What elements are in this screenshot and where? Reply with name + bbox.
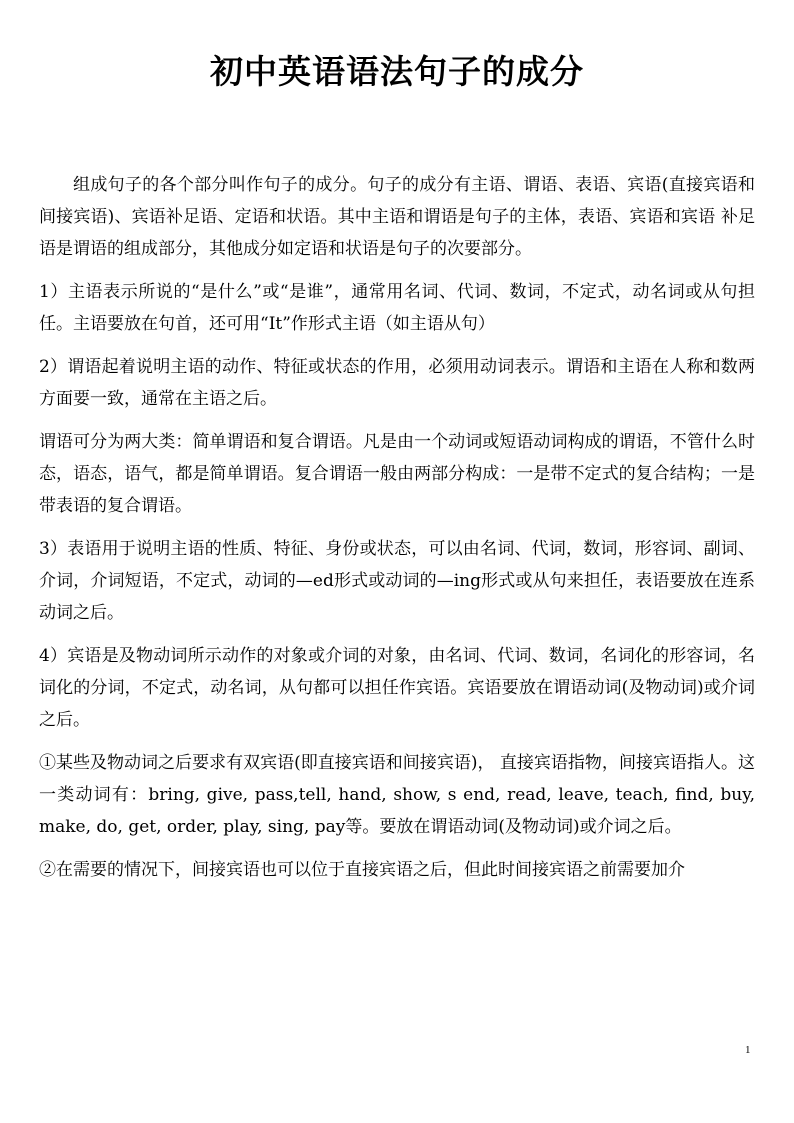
paragraph-subject: 1）主语表示所说的“是什么”或“是谁”，通常用名词、代词、数词，不定式，动名词或从句担任。主语要放在句首，还可用“It”作形式主语（如主语从句） (39, 282, 755, 334)
paragraph-object: 4）宾语是及物动词所示动作的对象或介词的对象，由名词、代词、数词，名词化的形容词，名词化的分词，不定式，动名词，从句都可以担任作宾语。宾语要放在谓语动词(及物动词)或介词之后。 (39, 646, 755, 730)
page-number: 1 (745, 1044, 751, 1056)
paragraph-double-object: ①某些及物动词之后要求有双宾语(即直接宾语和间接宾语)， 直接宾语指物，间接宾语指人。这一类动词有：bring, give, pass,tell, hand, show, s end, read, leave, teach, find, buy, make, do, get, order, play, sing, pay等。要放在谓语动词(及物动词)或介词之后。 (39, 753, 755, 837)
document-body (39, 169, 755, 897)
paragraph-intro: 组成句子的各个部分叫作句子的成分。句子的成分有主语、谓语、表语、宾语(直接宾语和间接宾语)、宾语补足语、定语和状语。其中主语和谓语是句子的主体，表语、宾语和宾语 补足语是谓语的组成部分，其他成分如定语和状语是句子的次要部分。 (39, 175, 755, 259)
document-title: 初中英语语法句子的成分 (210, 52, 584, 91)
paragraph-indirect-object: ②在需要的情况下，间接宾语也可以位于直接宾语之后，但此时间接宾语之前需要加介 (39, 860, 685, 880)
paragraph-predicate: 2）谓语起着说明主语的动作、特征或状态的作用，必须用动词表示。谓语和主语在人称和数两 方面要一致，通常在主语之后。 (39, 357, 755, 409)
paragraph-predicate-types: 谓语可分为两大类：简单谓语和复合谓语。凡是由一个动词或短语动词构成的谓语，不管什么时态，语态，语气，都是简单谓语。复合谓语一般由两部分构成：一是带不定式的复合结构；一是带表语的复合谓语。 (39, 432, 755, 516)
paragraph-predicative: 3）表语用于说明主语的性质、特征、身份或状态，可以由名词、代词，数词，形容词、副词、介词，介词短语，不定式，动词的—ed形式或动词的—ing形式或从句来担任，表语要放在连系动词之后。 (39, 539, 755, 623)
